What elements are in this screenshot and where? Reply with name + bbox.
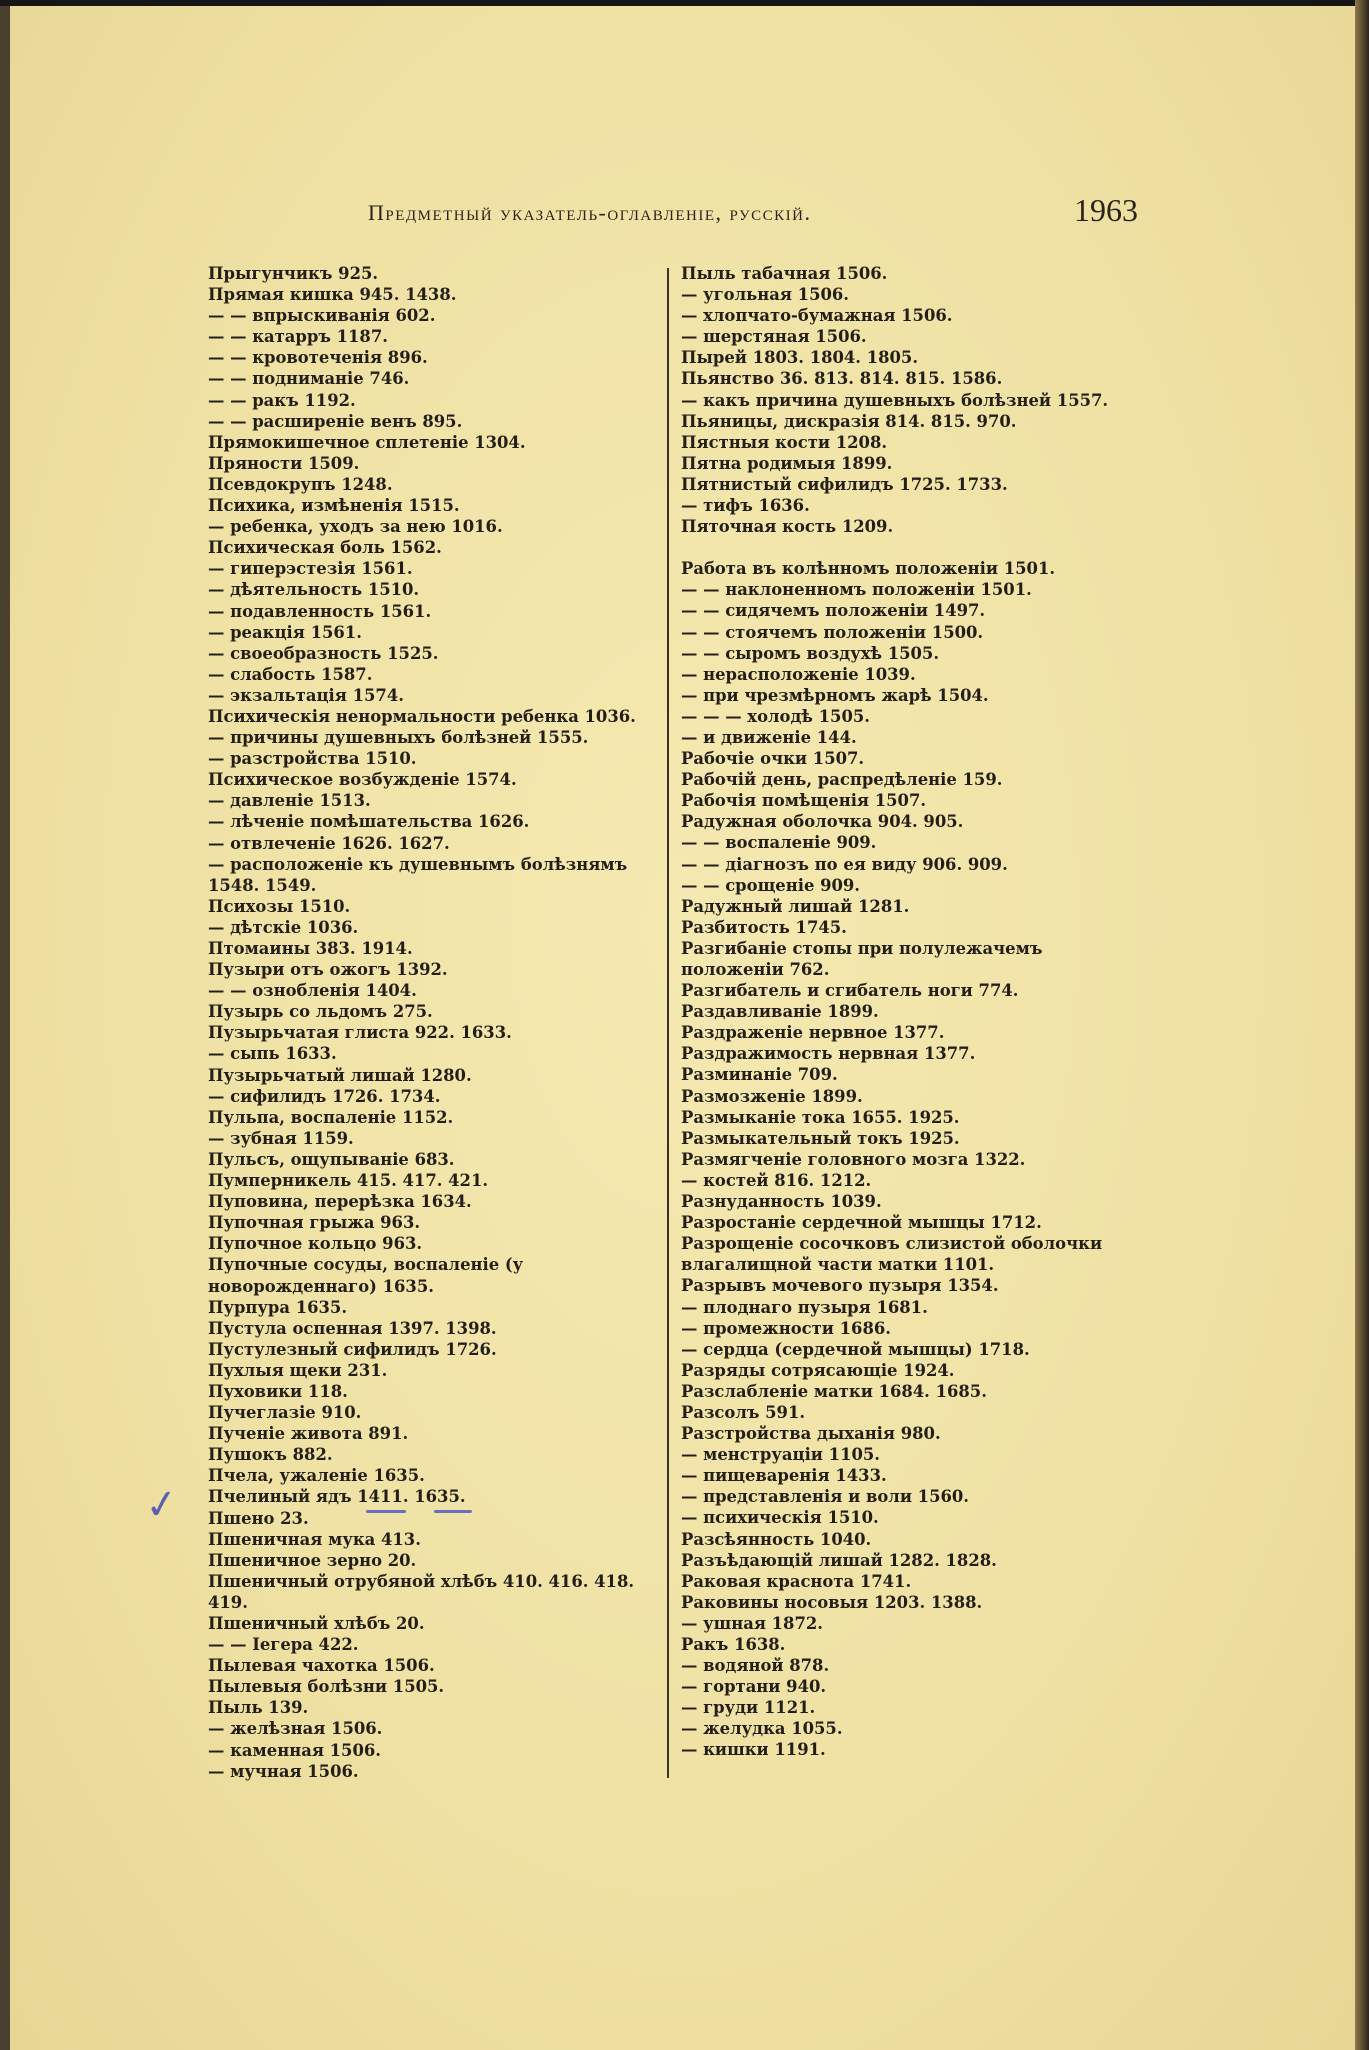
index-entry: Раковины носовыя 1203. 1388. [681,1592,983,1612]
index-entry: Пучеглазіе 910. [208,1403,362,1423]
index-entry: — своеобразность 1525. [208,643,439,663]
index-entry: Разсолъ 591. [681,1402,806,1422]
index-entry: — — срощеніе 909. [681,875,861,895]
index-entry: — — наклоненномъ положеніи 1501. [681,580,1032,600]
index-entry: — дѣятельность 1510. [208,580,420,600]
index-entry: Радужный лишай 1281. [681,896,910,916]
index-entry: Птомаины 383. 1914. [208,939,413,958]
index-entry: Разъѣдающій лишай 1282. 1828. [681,1550,997,1570]
index-entry: Психическая боль 1562. [208,538,442,558]
index-entry: Размыкательный токъ 1925. [681,1128,960,1148]
index-entry: Пульсъ, ощупываніе 683. [208,1149,455,1169]
index-entry: Пряности 1509. [208,453,360,473]
index-entry: Пупочное кольцо 963. [208,1234,423,1254]
index-column-left [208,263,678,1782]
column-divider [667,268,669,1778]
index-entry: Пуховики 118. [208,1381,348,1401]
index-entry: Пчела, ужаленіе 1635. [208,1466,425,1486]
index-entry: — — ракъ 1192. [208,390,356,410]
index-entry: — костей 816. 1212. [681,1170,872,1190]
running-title: Предметный указатель-оглавленіе, русскій. [368,200,812,225]
index-entry: — менструаціи 1105. [681,1445,880,1465]
index-entry: — — кровотеченія 896. [208,348,428,368]
index-entry: Пученіе живота 891. [208,1424,409,1444]
index-entry: Разсѣянность 1040. [681,1529,872,1549]
index-entry: Разгибаніе стопы при полулежачемъ положеніи 762. [681,938,1043,979]
index-entry: — плоднаго пузыря 1681. [681,1297,928,1317]
index-entry: Пустула оспенная 1397. 1398. [208,1318,497,1338]
index-entry: Пурпура 1635. [208,1297,348,1317]
index-entry: Прямокишечное сплетеніе 1304. [208,432,526,452]
index-entry: — сифилидъ 1726. 1734. [208,1086,441,1106]
index-entry: Психика, измѣненія 1515. [208,496,460,516]
index-entry: Пшеничная мука 413. [208,1529,421,1549]
index-entry: Пумперникель 415. 417. 421. [208,1171,489,1191]
index-entry: — какъ причина душевныхъ болѣзней 1557. [681,390,1109,410]
index-entry: — сыпь 1633. [208,1044,337,1064]
index-entry: — хлопчато-бумажная 1506. [681,306,953,326]
index-entry: Пчелиный ядъ 1411. 1635. [208,1487,466,1507]
index-entry: Разстройства дыханія 980. [681,1424,941,1444]
index-entry: — каменная 1506. [208,1740,381,1760]
index-entry: Рабочіе очки 1507. [681,749,865,769]
index-entry: Пустулезный сифилидъ 1726. [208,1339,497,1359]
index-entry: — промежности 1686. [681,1318,891,1338]
index-entry: — желудка 1055. [681,1719,843,1739]
index-entry: — гортани 940. [681,1677,827,1697]
index-entry: Размозженіе 1899. [681,1086,863,1106]
index-entry: — представленія и воли 1560. [681,1487,970,1507]
index-entry: — расположеніе къ душевнымъ болѣзнямъ 1548. 1549. [208,854,628,895]
index-entry: Пузыри отъ ожогъ 1392. [208,960,448,980]
index-entry: — реакція 1561. [208,622,362,642]
index-entry: Пшеничный отрубяной хлѣбъ 410. 416. 418. 419. [208,1571,635,1612]
index-entry: — груди 1121. [681,1698,816,1718]
index-entry: Психическое возбужденіе 1574. [208,770,517,790]
index-entry: Пульпа, воспаленіе 1152. [208,1107,454,1127]
index-entry: — — сыромъ воздухѣ 1505. [681,643,940,663]
index-column-right [681,263,1151,1761]
index-entry: Пылевыя болѣзни 1505. [208,1677,445,1697]
index-entry: — мучная 1506. [208,1761,359,1781]
index-entry: Разряды сотрясающіе 1924. [681,1360,955,1380]
index-entry: — — воспаленіе 909. [681,833,877,853]
index-entry: — нерасположеніе 1039. [681,664,916,684]
index-entry: Психическія ненормальности ребенка 1036. [208,706,636,726]
index-entry: Пупочные сосуды, воспаленіе (у новорожденнаго) 1635. [208,1255,524,1296]
index-entry: Размягченіе головного мозга 1322. [681,1149,1026,1169]
index-entry: — слабость 1587. [208,664,373,684]
index-entry: Работа въ колѣнномъ положеніи 1501. [681,559,1056,579]
index-entry: Пузырь со льдомъ 275. [208,1002,433,1022]
page-header [368,192,1138,240]
index-entry: Рабочій день, распредѣленіе 159. [681,770,1003,790]
index-entry: Психозы 1510. [208,896,351,916]
index-entry: Пыль 139. [208,1698,309,1718]
index-entry: Пяточная кость 1209. [681,517,894,537]
index-entry: — психическія 1510. [681,1508,879,1528]
index-entry: Пухлыя щеки 231. [208,1360,388,1380]
index-entry: Пьяницы, дискразія 814. 815. 970. [681,411,1017,431]
index-entry: — и движеніе 144. [681,727,857,747]
index-entry: — угольная 1506. [681,285,850,305]
index-entry: — — сидячемъ положеніи 1497. [681,601,986,621]
pencil-check-mark-icon: ✓ [141,1479,182,1531]
index-entry: Пятна родимыя 1899. [681,453,893,473]
index-entry: — отвлеченіе 1626. 1627. [208,833,450,853]
index-entry: Раздавливаніе 1899. [681,1002,879,1022]
index-entry: — кишки 1191. [681,1740,826,1760]
index-entry: — тифъ 1636. [681,496,810,516]
index-entry: — — подниманіе 746. [208,369,410,389]
book-edge [1355,0,1369,2050]
index-entry: — — Іегера 422. [208,1635,359,1655]
index-entry: Разростаніе сердечной мышцы 1712. [681,1213,1042,1233]
index-entry: Пузырьчатый лишай 1280. [208,1065,472,1085]
index-entry: Раздраженіе нервное 1377. [681,1023,945,1043]
index-entry: Разбитость 1745. [681,917,847,937]
index-entry: Пуповина, перерѣзка 1634. [208,1192,472,1212]
index-entry: — лѣченіе помѣшательства 1626. [208,812,530,832]
index-entry: Пшено 23. [208,1508,309,1528]
index-entry: Пятнистый сифилидъ 1725. 1733. [681,474,1008,494]
index-entry: Радужная оболочка 904. 905. [681,812,964,832]
index-entry: — сердца (сердечной мышцы) 1718. [681,1339,1030,1359]
index-entry: — подавленность 1561. [208,601,432,621]
index-entry: Пупочная грыжа 963. [208,1213,421,1233]
index-entry: — — ознобленія 1404. [208,981,417,1001]
index-entry: Пястныя кости 1208. [681,432,888,452]
index-entry: — шерстяная 1506. [681,327,867,347]
index-entry: — — впрыскиванія 602. [208,306,436,326]
index-entry: Ракъ 1638. [681,1635,786,1654]
index-entry: Пырей 1803. 1804. 1805. [681,348,919,368]
index-entry: — — — холодѣ 1505. [681,706,870,726]
index-entry: — причины душевныхъ болѣзней 1555. [208,728,589,748]
index-entry: Разминаніе 709. [681,1065,838,1085]
page-number: 1963 [1074,192,1138,228]
index-entry: — гиперэстезія 1561. [208,559,413,579]
index-entry: Пьянство 36. 813. 814. 815. 1586. [681,369,1003,389]
index-entry: — экзальтація 1574. [208,685,404,705]
index-entry: Пузырьчатая глиста 922. 1633. [208,1023,512,1043]
index-entry: — водяной 878. [681,1656,830,1676]
index-entry: — разстройства 1510. [208,749,417,769]
index-entry: Разрощеніе сосочковъ слизистой оболочки влагалищной части матки 1101. [681,1234,1103,1275]
index-entry: — при чрезмѣрномъ жарѣ 1504. [681,685,989,705]
index-entry: Пушокъ 882. [208,1445,333,1465]
index-entry: Пылевая чахотка 1506. [208,1656,435,1676]
index-entry: — — катарръ 1187. [208,327,388,347]
index-entry: — давленіе 1513. [208,791,371,811]
index-entry: Разрывъ мочевого пузыря 1354. [681,1276,999,1296]
index-entry: — ушная 1872. [681,1613,823,1633]
index-entry: — дѣтскіе 1036. [208,917,359,937]
index-entry: Размыканіе тока 1655. 1925. [681,1107,960,1127]
index-entry: Раздражимость нервная 1377. [681,1044,976,1064]
index-entry: Прыгунчикъ 925. [208,264,379,283]
index-entry: Разгибатель и сгибатель ноги 774. [681,981,1019,1001]
index-entry: Раковая краснота 1741. [681,1571,912,1591]
index-entry: — — діагнозъ по ея виду 906. 909. [681,854,1008,874]
index-entry: Разнуданность 1039. [681,1192,882,1212]
pencil-underline-mark [366,1510,406,1513]
pencil-underline-mark [434,1510,472,1513]
index-entry: Рабочія помѣщенія 1507. [681,791,927,811]
index-entry: Псевдокрупъ 1248. [208,474,393,494]
index-entry: — зубная 1159. [208,1128,354,1148]
index-entry: Разслабленіе матки 1684. 1685. [681,1381,987,1401]
index-entry: — пищеваренія 1433. [681,1466,887,1486]
index-entry: — желѣзная 1506. [208,1719,383,1739]
index-entry: — — стоячемъ положеніи 1500. [681,622,984,642]
index-entry: — — расширеніе венъ 895. [208,411,463,431]
section-gap [681,537,1151,558]
index-entry: Прямая кишка 945. 1438. [208,285,457,305]
index-entry: Пыль табачная 1506. [681,264,888,283]
index-entry: Пшеничный хлѣбъ 20. [208,1614,425,1633]
index-entry: — ребенка, уходъ за нею 1016. [208,517,503,537]
index-entry: Пшеничное зерно 20. [208,1550,417,1570]
